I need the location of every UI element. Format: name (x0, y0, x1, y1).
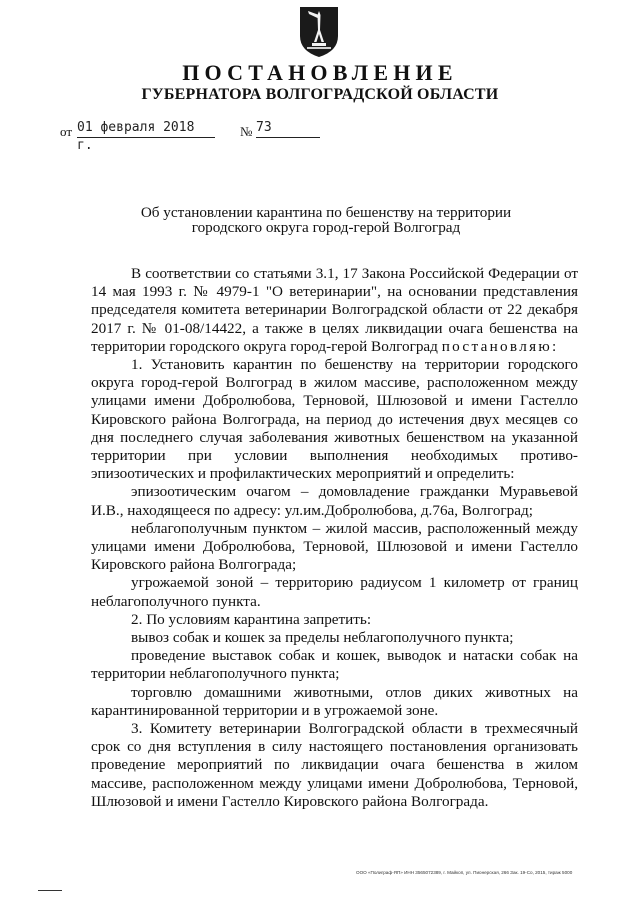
decree-word: постановляю: (441, 337, 559, 355)
date-value: 01 февраля 2018 г. (77, 119, 215, 138)
clause-2: 2. По условиям карантина запретить: (131, 610, 372, 628)
preamble-paragraph (91, 265, 578, 356)
clause-1-zone: угрожаемой зоной – территорию радиусом 1 километр от границ неблагополучного пункта. (91, 574, 578, 610)
document-title: ПОСТАНОВЛЕНИЕ (182, 60, 458, 85)
preamble-text: В соответствии со статьями 3.1, 17 Закона Российской Федерации от 14 мая 1993 г. № 4979-1 "О ветеринарии", на основании представления председателя комитета ветеринарии Волгоградской области от 22 декабря 2017 г. № 01-08/14422, а также в целях ликвидации очага бешенства на территории городского округа город-герой Волгоград (91, 265, 578, 355)
print-imprint: ООО «Полиграф-ЯП» ИНН 3565072389, г. Майкоп, ул. Пионерская, 266 Зак. 19-Со, 2015, тираж 5000 (356, 870, 573, 875)
clause-3: 3. Комитету ветеринарии Волгоградской области в трехмесячный срок со дня вступления в силу настоящего постановления организовать проведение мероприятий по ликвидации очага бешенства в жилом массиве, расположенном между улицами имени Добролюбова, Терновой, Шлюзовой и имени Гастелло Кировского района Волгограда. (91, 720, 578, 810)
clause-1-focus: эпизоотическим очагом – домовладение гражданки Муравьевой И.В., находящееся по адресу: ул.им.Добролюбова, д.76а, Волгоград; (91, 483, 578, 519)
date-label: от (60, 124, 73, 139)
clause-1: 1. Установить карантин по бешенству на территории городского округа город-герой Волгоград в жилом массиве, расположенном между улицами имени Добролюбова, Терновой, Шлюзовой и имени Гастелло Кировского района Волгограда, на период до истечения двух месяцев со дня последнего случая заболевания животных бешенством на указанной территории при условии выполнения необходимых противо-эпизоотических и профилактических мероприятий и определить: (91, 356, 578, 483)
number-value: 73 (256, 119, 320, 138)
document-issuer: ГУБЕРНАТОРА ВОЛГОГРАДСКОЙ ОБЛАСТИ (141, 86, 499, 103)
clause-2-export: вывоз собак и кошек за пределы неблагополучного пункта; (131, 629, 514, 647)
clause-2-shows: проведение выставок собак и кошек, выводок и натаски собак на территории неблагополучного пункта; (91, 647, 578, 683)
number-label: № (240, 124, 253, 139)
document-body (91, 265, 578, 811)
coat-of-arms-icon (298, 6, 340, 58)
document-meta (60, 119, 360, 153)
subject-line-1: Об установлении карантина по бешенству на территории (140, 204, 512, 221)
subject-line-2: городского округа город-герой Волгоград (191, 219, 461, 236)
clause-1-point: неблагополучным пунктом – жилой массив, расположенный между улицами имени Добролюбова, Терновой, Шлюзовой и имени Гастелло Кировского района Волгограда; (91, 519, 578, 574)
document-subject (120, 205, 532, 235)
page-corner-mark (38, 890, 62, 891)
clause-2-trade: торговлю домашними животными, отлов диких животных на карантинированной территории и в угрожаемой зоне. (91, 683, 578, 719)
